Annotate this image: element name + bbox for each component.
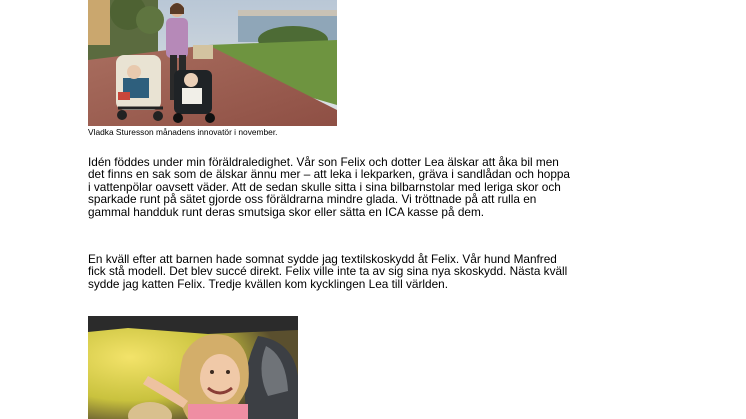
- article-paragraph-1: [88, 156, 668, 218]
- paragraph-line: Idén föddes under min föräldraledighet. Vår son Felix och dotter Lea älskar att åka bil men: [88, 155, 559, 169]
- article-photo-woman-in-car: [88, 316, 298, 419]
- paragraph-line: gammal handduk runt deras smutsiga skor eller sätta en ICA kasse på dem.: [88, 204, 485, 219]
- paragraph-line: fick stå modell. Det blev succé direkt. Felix ville inte ta av sig sina nya skoskydd. Nästa kväll: [88, 264, 568, 279]
- paragraph-line: sparkade runt på sätet gjorde oss föräldrarna mindre glada. Vi tröttnade på att rulla en: [88, 192, 537, 207]
- paragraph-line: En kväll efter att barnen hade somnat sydde jag textilskoskydd åt Felix. Vår hund Manfred: [88, 252, 557, 266]
- article-paragraph-2: [88, 253, 668, 290]
- photo-caption: Vladka Sturesson månadens innovatör i november.: [88, 127, 278, 137]
- paragraph-line: i vattenpölar oavsett väder. Att de sedan skulle sitta i sina bilbarnstolar med leriga skor och: [88, 179, 561, 194]
- paragraph-line: sydde jag katten Felix. Tredje kvällen kom kycklingen Lea till världen.: [88, 276, 448, 291]
- paragraph-line: det finns en sak som de älskar ännu mer – att leka i lekparken, gräva i sandlådan och hoppa: [88, 167, 570, 182]
- article-photo-family-promenade: [88, 0, 337, 126]
